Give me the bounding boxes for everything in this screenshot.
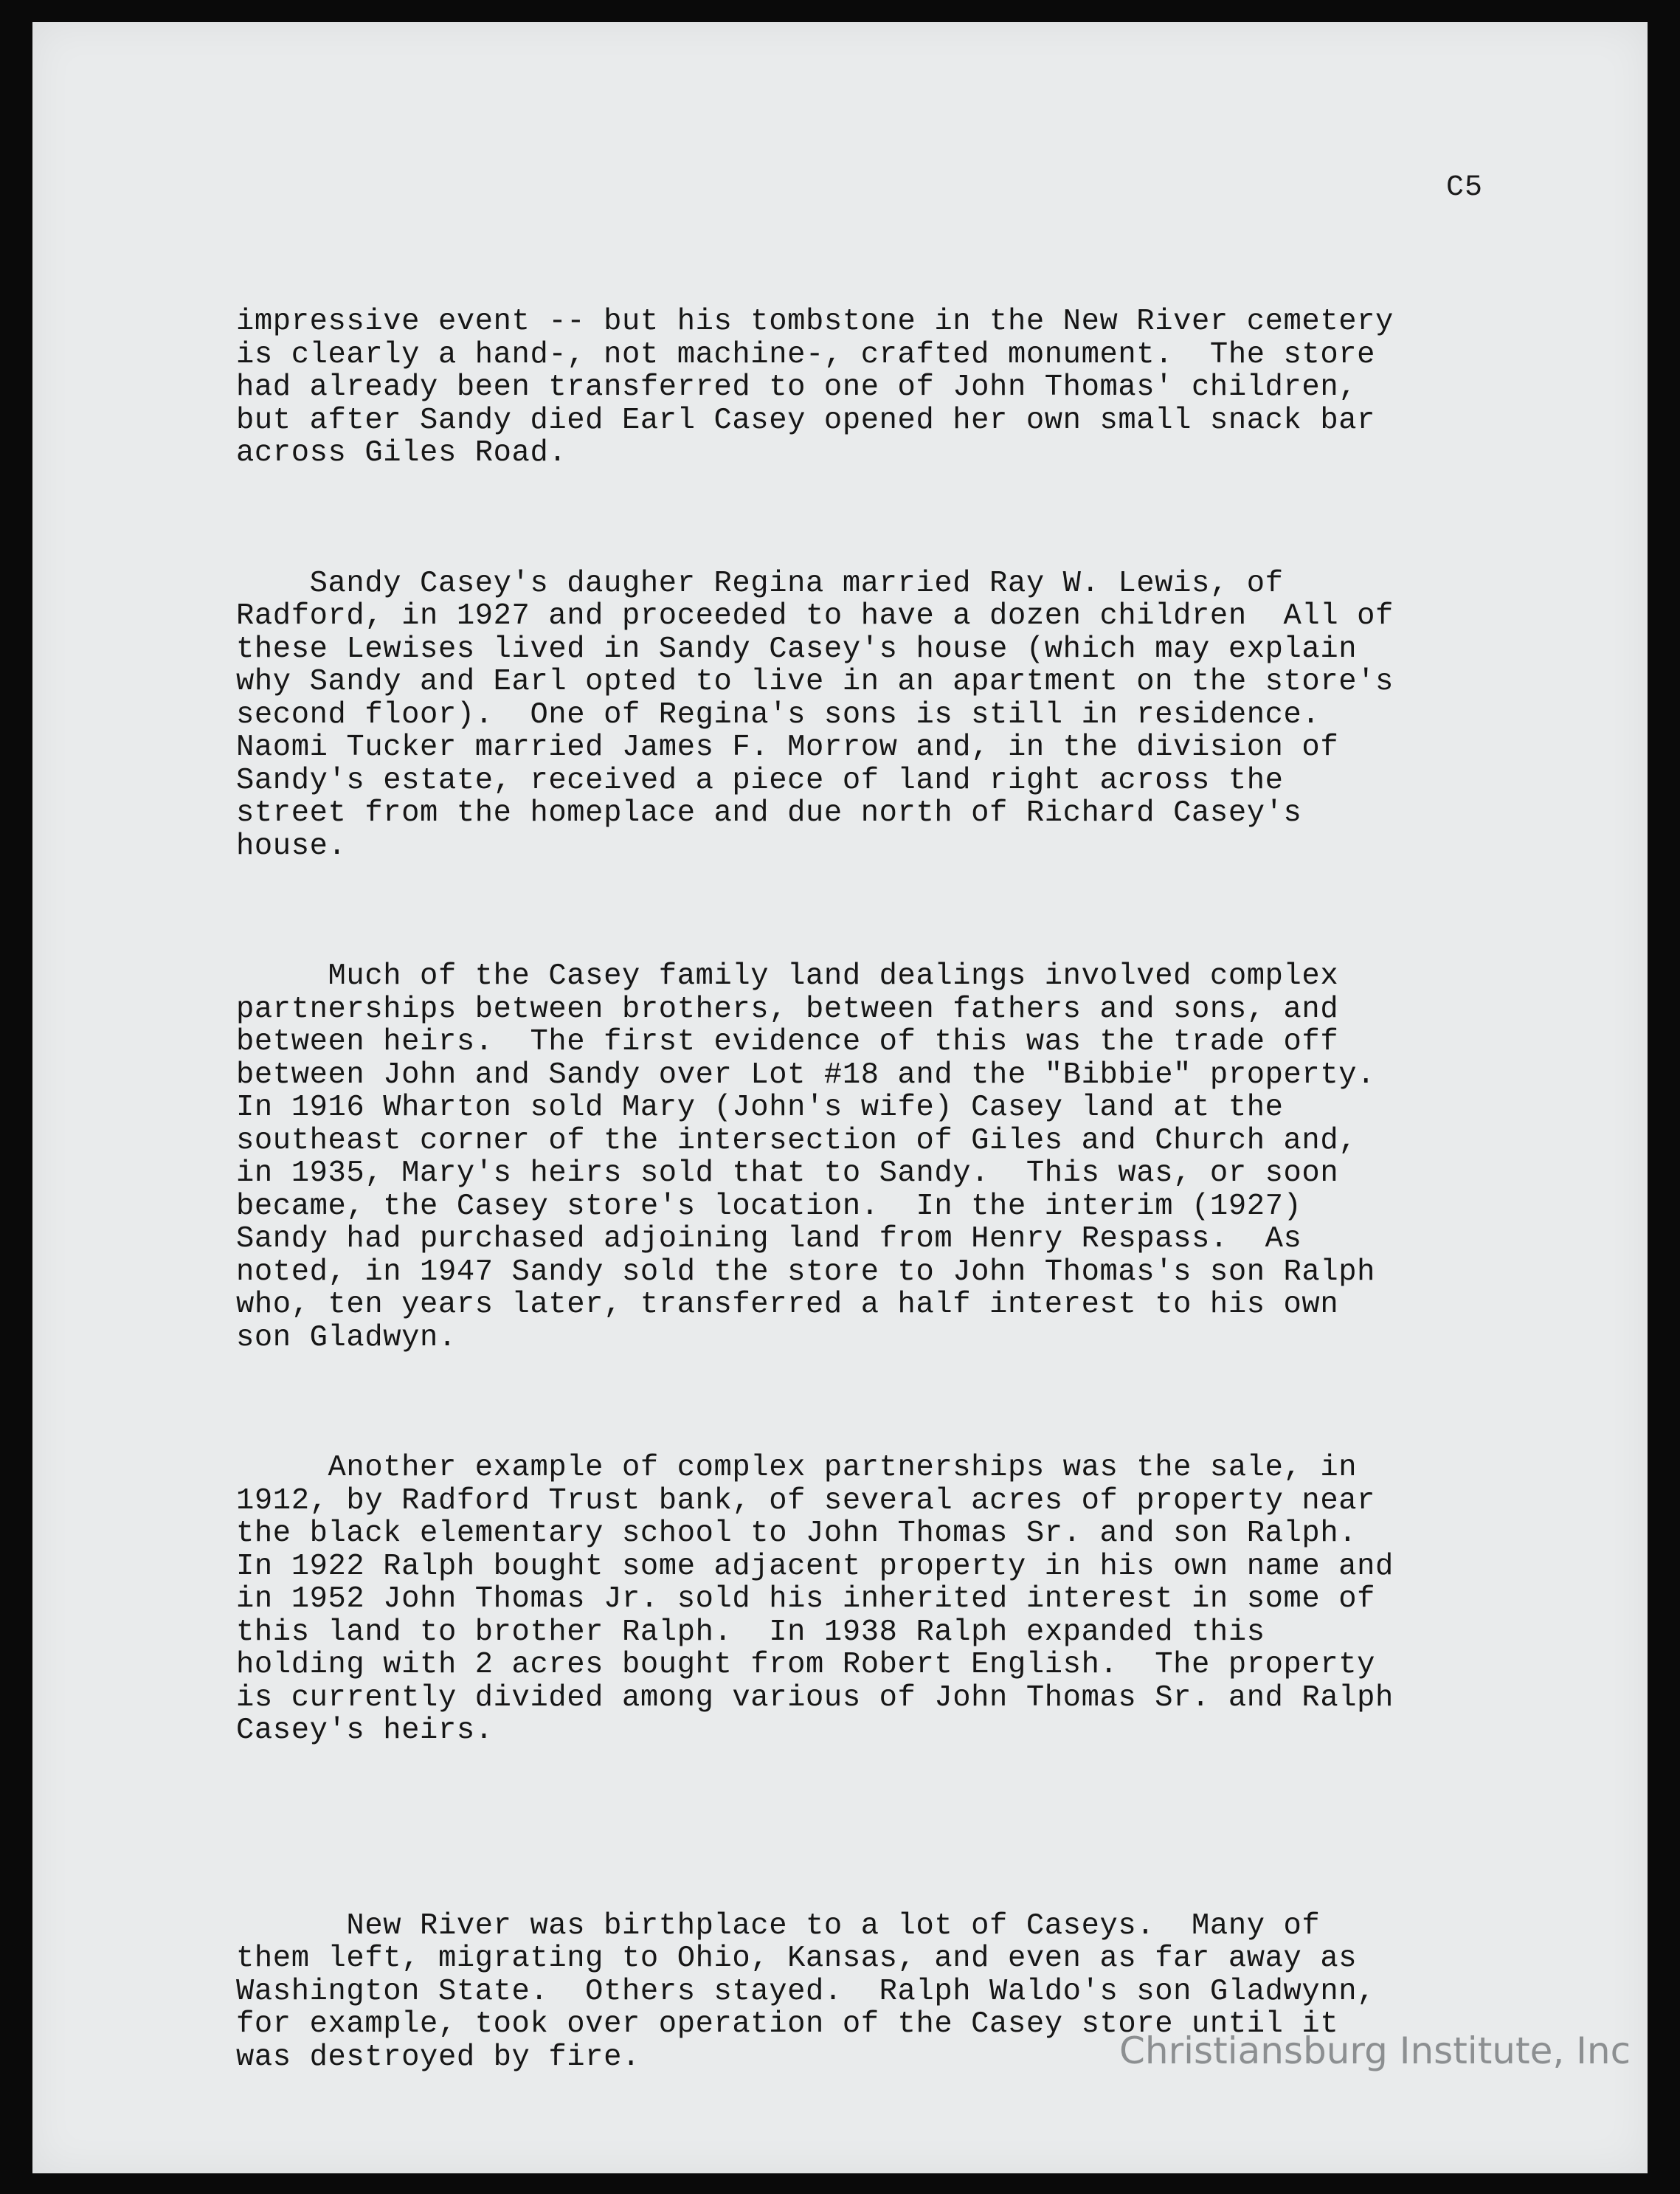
page-number: C5: [1446, 171, 1484, 204]
document-body: [236, 240, 1505, 2139]
paragraph-land-dealings: Much of the Casey family land dealings involved complex partnerships between brothers, between fathers and sons, and between heirs. The first evidence of this was the trade off between John and Sandy over Lot #18 and the "Bibbie" property. In 1916 Wharton sold Mary (John's wife) Casey land at the southeast corner of the intersection of Giles and Church and, in 1935, Mary's heirs sold that to Sandy. This was, or soon became, the Casey store's location. In the interim (1927) Sandy had purchased adjoining land from Henry Respass. As noted, in 1947 Sandy sold the store to John Thomas's son Ralph who, ten years later, transferred a half interest to his own son Gladwyn.: [236, 959, 1376, 1355]
paragraph-regina-lewis: Sandy Casey's daugher Regina married Ray W. Lewis, of Radford, in 1927 and proceeded to have a dozen children All of these Lewises lived in Sandy Casey's house (which may explain why Sandy and Earl opted to live in an apartment on the store's second floor). One of Regina's sons is still in residence. Naomi Tucker married James F. Morrow and, in the division of Sandy's estate, received a piece of land right across the street from the homeplace and due north of Richard Casey's house.: [236, 566, 1394, 863]
watermark: Christiansburg Institute, Inc: [1119, 2029, 1631, 2072]
paragraph-tombstone-store: impressive event -- but his tombstone in the New River cemetery is clearly a hand-, not machine-, crafted monument. The store had already been transferred to one of John Thomas' children, but after Sandy died Earl Casey opened her own small snack bar across Giles Road.: [236, 305, 1394, 470]
paragraph-new-river-caseys: New River was birthplace to a lot of Caseys. Many of them left, migrating to Ohio, Kansas, and even as far away as Washington State. Others stayed. Ralph Waldo's son Gladwynn, for example, took over operation of the Casey store until it was destroyed by fire.: [236, 1908, 1376, 2074]
paragraph-partnerships: Another example of complex partnerships was the sale, in 1912, by Radford Trust bank, of several acres of property near the black elementary school to John Thomas Sr. and son Ralph. In 1922 Ralph bought some adjacent property in his own name and in 1952 John Thomas Jr. sold his inherited interest in some of this land to brother Ralph. In 1938 Ralph expanded this holding with 2 acres bought from Robert English. The property is currently divided among various of John Thomas Sr. and Ralph Casey's heirs.: [236, 1451, 1394, 1748]
